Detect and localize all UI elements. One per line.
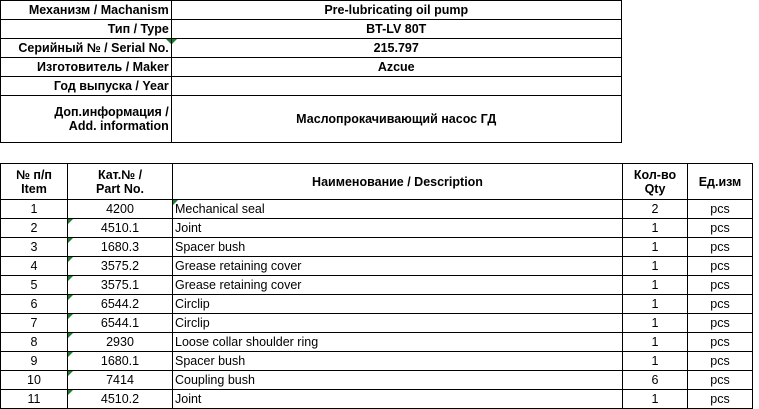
mechanism-value[interactable]: Pre-lubricating oil pump [171,1,621,20]
part-header-line1: Кат.№ / [97,167,143,182]
item-cell[interactable]: 10 [1,371,68,390]
description-cell[interactable]: Mechanical seal [173,200,623,219]
type-value[interactable]: BT-LV 80T [171,20,621,39]
mechanism-label[interactable]: Механизм / Machanism [1,1,172,20]
blank-cell [621,1,758,20]
table-row [1,352,753,371]
description-cell[interactable]: Spacer bush [173,352,623,371]
item-header-line2: Item [21,181,47,196]
table-row [1,238,753,257]
description-cell[interactable]: Circlip [173,314,623,333]
description-cell[interactable]: Grease retaining cover [173,257,623,276]
part-header-line2: Part No. [96,181,144,196]
unit-cell[interactable]: pcs [688,219,753,238]
maker-row [1,58,759,77]
column-header-part-no[interactable] [68,164,173,200]
description-cell[interactable]: Loose collar shoulder ring [173,333,623,352]
column-header-qty[interactable] [623,164,688,200]
blank-cell [621,20,758,39]
table-row [1,276,753,295]
item-cell[interactable]: 6 [1,295,68,314]
item-cell[interactable]: 11 [1,390,68,409]
description-cell[interactable]: Circlip [173,295,623,314]
addinfo-value[interactable]: Маслопрокачивающий насос ГД [171,96,621,143]
qty-cell[interactable]: 1 [623,295,688,314]
item-cell[interactable]: 9 [1,352,68,371]
column-header-item[interactable] [1,164,68,200]
item-cell[interactable]: 2 [1,219,68,238]
item-cell[interactable]: 7 [1,314,68,333]
qty-header-line1: Кол-во [633,167,677,182]
serial-value[interactable]: 215.797 [171,39,621,58]
year-label[interactable]: Год выпуска / Year [1,77,172,96]
qty-header-line2: Qty [644,181,666,196]
qty-cell[interactable]: 1 [623,257,688,276]
column-header-description[interactable]: Наименование / Description [173,164,623,200]
year-row [1,77,759,96]
qty-cell[interactable]: 1 [623,276,688,295]
item-cell[interactable]: 1 [1,200,68,219]
part-no-cell[interactable]: 4510.2 [68,390,173,409]
maker-label[interactable]: Изготовитель / Maker [1,58,172,77]
blank-cell [621,58,758,77]
qty-cell[interactable]: 2 [623,200,688,219]
part-no-cell[interactable]: 6544.1 [68,314,173,333]
description-cell[interactable]: Spacer bush [173,238,623,257]
serial-row [1,39,759,58]
table-row [1,219,753,238]
table-row [1,333,753,352]
part-no-cell[interactable]: 1680.1 [68,352,173,371]
blank-cell [621,77,758,96]
parts-body [1,200,753,409]
mechanism-row [1,1,759,20]
table-row [1,390,753,409]
part-no-cell[interactable]: 3575.1 [68,276,173,295]
column-header-unit[interactable]: Ед.изм [688,164,753,200]
blank-cell [621,96,758,143]
equipment-info-table [0,0,759,143]
blank-cell [621,39,758,58]
part-no-cell[interactable]: 4200 [68,200,173,219]
unit-cell[interactable]: pcs [688,371,753,390]
item-header-line1: № п/п [16,167,52,182]
table-row [1,200,753,219]
qty-cell[interactable]: 6 [623,371,688,390]
addinfo-row [1,96,759,143]
item-cell[interactable]: 5 [1,276,68,295]
unit-cell[interactable]: pcs [688,314,753,333]
qty-cell[interactable]: 1 [623,238,688,257]
unit-cell[interactable]: pcs [688,238,753,257]
parts-table [0,163,753,409]
addinfo-label-line2: Add. information [68,119,169,133]
item-cell[interactable]: 4 [1,257,68,276]
unit-cell[interactable]: pcs [688,257,753,276]
qty-cell[interactable]: 1 [623,219,688,238]
type-label[interactable]: Тип / Type [1,20,172,39]
description-cell[interactable]: Joint [173,219,623,238]
parts-header-row [1,164,753,200]
unit-cell[interactable]: pcs [688,390,753,409]
part-no-cell[interactable]: 6544.2 [68,295,173,314]
year-value[interactable] [171,77,621,96]
part-no-cell[interactable]: 1680.3 [68,238,173,257]
type-row [1,20,759,39]
qty-cell[interactable]: 1 [623,333,688,352]
part-no-cell[interactable]: 7414 [68,371,173,390]
addinfo-label-line1: Доп.информация / [54,105,169,119]
qty-cell[interactable]: 1 [623,314,688,333]
table-row [1,295,753,314]
table-row [1,257,753,276]
unit-cell[interactable]: pcs [688,200,753,219]
unit-cell[interactable]: pcs [688,333,753,352]
item-cell[interactable]: 3 [1,238,68,257]
unit-cell[interactable]: pcs [688,276,753,295]
part-no-cell[interactable]: 2930 [68,333,173,352]
unit-cell[interactable]: pcs [688,352,753,371]
addinfo-label[interactable] [1,96,172,143]
description-cell[interactable]: Coupling bush [173,371,623,390]
table-row [1,314,753,333]
qty-cell[interactable]: 1 [623,352,688,371]
part-no-cell[interactable]: 4510.1 [68,219,173,238]
part-no-cell[interactable]: 3575.2 [68,257,173,276]
description-cell[interactable]: Joint [173,390,623,409]
maker-value[interactable]: Azcue [171,58,621,77]
item-cell[interactable]: 8 [1,333,68,352]
description-cell[interactable]: Grease retaining cover [173,276,623,295]
table-row [1,371,753,390]
qty-cell[interactable]: 1 [623,390,688,409]
serial-label[interactable]: Серийный № / Serial No. [1,39,172,58]
unit-cell[interactable]: pcs [688,295,753,314]
